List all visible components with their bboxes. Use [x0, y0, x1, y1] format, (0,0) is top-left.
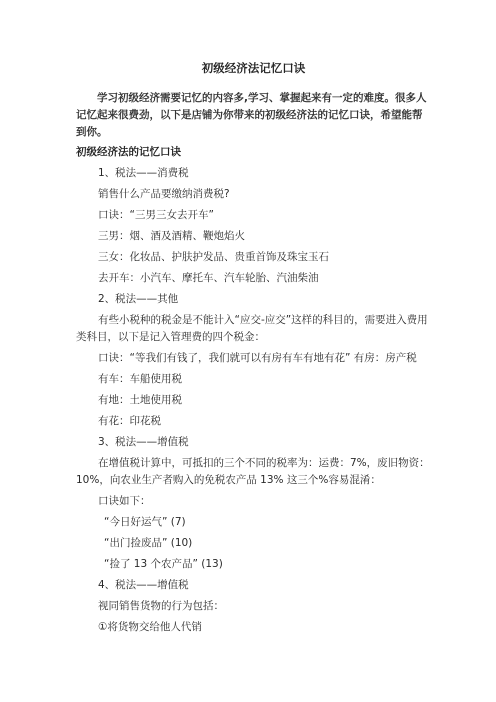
intro-paragraph: 学习初级经济需要记忆的内容多,学习、掌握起来有一定的难度。很多人记忆起来很费劲，以下是店铺为你带来的初级经济法的记忆口诀，希望能帮到你。	[76, 92, 427, 138]
item3-description: 在增值税计算中，可抵扣的三个不同的税率为：运费：7%，废旧物资：10%，向农业生产者购入的免税农产品 13% 这三个%容易混淆：	[76, 457, 430, 486]
item3-mnemonic-label: 口诀如下：	[98, 495, 151, 507]
item2-you-che: 有车：车船使用税	[98, 373, 182, 385]
item4-point1: ①将货物交给他人代销	[98, 621, 202, 633]
item3-line2: “出门捡废品” (10)	[104, 537, 193, 549]
item2-heading: 2、税法——其他	[98, 293, 179, 305]
item1-san-nv: 三女：化妆品、护肤护发品、贵重首饰及珠宝玉石	[98, 251, 329, 263]
item1-qu-kai-che: 去开车：小汽车、摩托车、汽车轮胎、汽油柴油	[98, 272, 319, 284]
item1-san-nan: 三男：烟、酒及酒精、鞭炮焰火	[98, 230, 245, 242]
item2-you-di: 有地：土地使用税	[98, 394, 182, 406]
document-title: 初级经济法记忆口诀	[201, 61, 306, 75]
item2-you-hua: 有花：印花税	[98, 415, 161, 427]
item3-heading: 3、税法——增值税	[98, 436, 189, 448]
item3-line3: “捡了 13 个农产品” (13)	[104, 558, 223, 570]
item1-heading: 1、税法——消费税	[98, 167, 189, 179]
item1-mnemonic: 口诀：“三男三女去开车”	[98, 209, 214, 221]
item4-heading: 4、税法——增值税	[98, 579, 189, 591]
item1-question: 销售什么产品要缴纳消费税?	[98, 188, 230, 200]
item2-description: 有些小税种的税金是不能计入“应交-应交”这样的科目的，需要进入费用类科目，以下是记入管理费的四个税金：	[76, 314, 428, 343]
item4-description: 视同销售货物的行为包括：	[98, 600, 224, 612]
section-heading: 初级经济法的记忆口诀	[76, 146, 181, 158]
document-page	[76, 60, 431, 640]
item2-mnemonic: 口诀：“等我们有钱了，我们就可以有房有车有地有花” 有房：房产税	[98, 352, 417, 364]
item3-line1: “今日好运气” (7)	[104, 516, 186, 528]
